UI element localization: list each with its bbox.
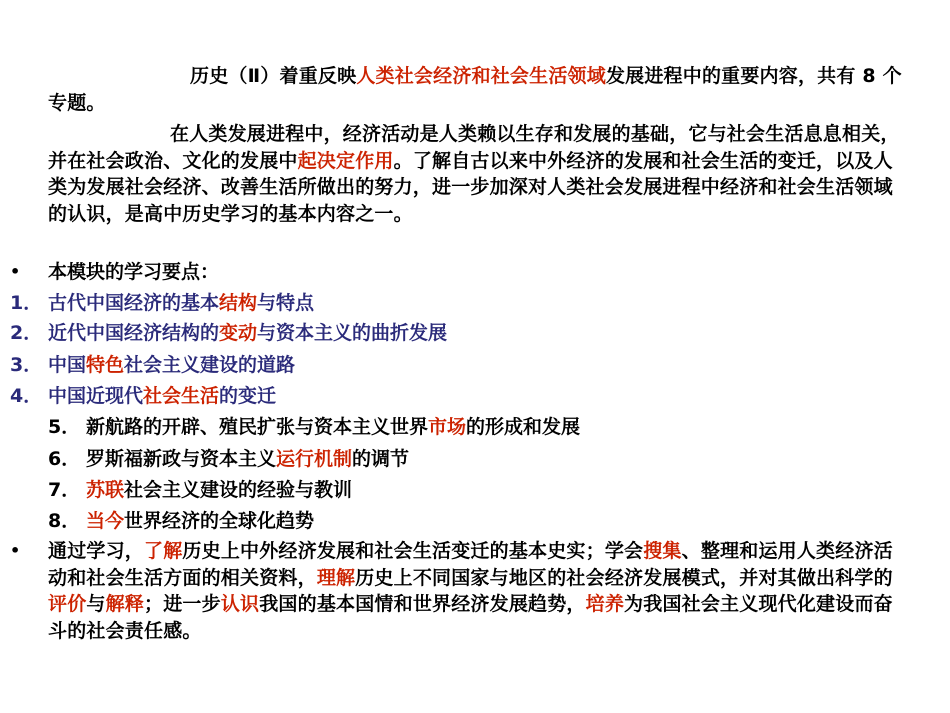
goals-paragraph: 通过学习，了解历史上中外经济发展和社会生活变迁的基本史实；学会搜集、整理和运用人类经济活动和社会生活方面的相关资料，理解历史上不同国家与地区的社会经济发展模式，并对其做出科学的评价与解释；进一步认识我国的基本国情和世界经济发展趋势，培养为我国社会主义现代化建设而奋斗的社会责任感。	[48, 540, 893, 642]
list-item: 3． 中国特色社会主义建设的道路	[10, 354, 296, 376]
key-points-heading: 本模块的学习要点：	[48, 261, 220, 283]
bullet-dot: •	[10, 541, 21, 560]
bullet-dot: •	[10, 262, 21, 281]
list-item: 1． 古代中国经济的基本结构与特点	[10, 292, 315, 314]
list-item: 5． 新航路的开辟、殖民扩张与资本主义世界市场的形成和发展	[48, 416, 581, 438]
context-paragraph: 在人类发展进程中，经济活动是人类赖以生存和发展的基础，它与社会生活息息相关，并在社会政治、文化的发展中起决定作用。了解自古以来中外经济的发展和社会生活的变迁，以及人类为发展社会经济、改善生活所做出的努力，进一步加深对人类社会发展进程中经济和社会生活领域的认识，是高中历史学习的基本内容之一。	[48, 123, 900, 225]
list-item: 8． 当今世界经济的全球化趋势	[48, 510, 315, 532]
list-item: 4． 中国近现代社会生活的变迁	[10, 385, 277, 407]
list-item: 6． 罗斯福新政与资本主义运行机制的调节	[48, 448, 410, 470]
list-item: 2． 近代中国经济结构的变动与资本主义的曲折发展	[10, 322, 448, 344]
list-item: 7． 苏联社会主义建设的经验与教训	[48, 479, 353, 501]
intro-paragraph: 历史（Ⅱ）着重反映人类社会经济和社会生活领域发展进程中的重要内容，共有 8 个专题。	[48, 65, 902, 114]
